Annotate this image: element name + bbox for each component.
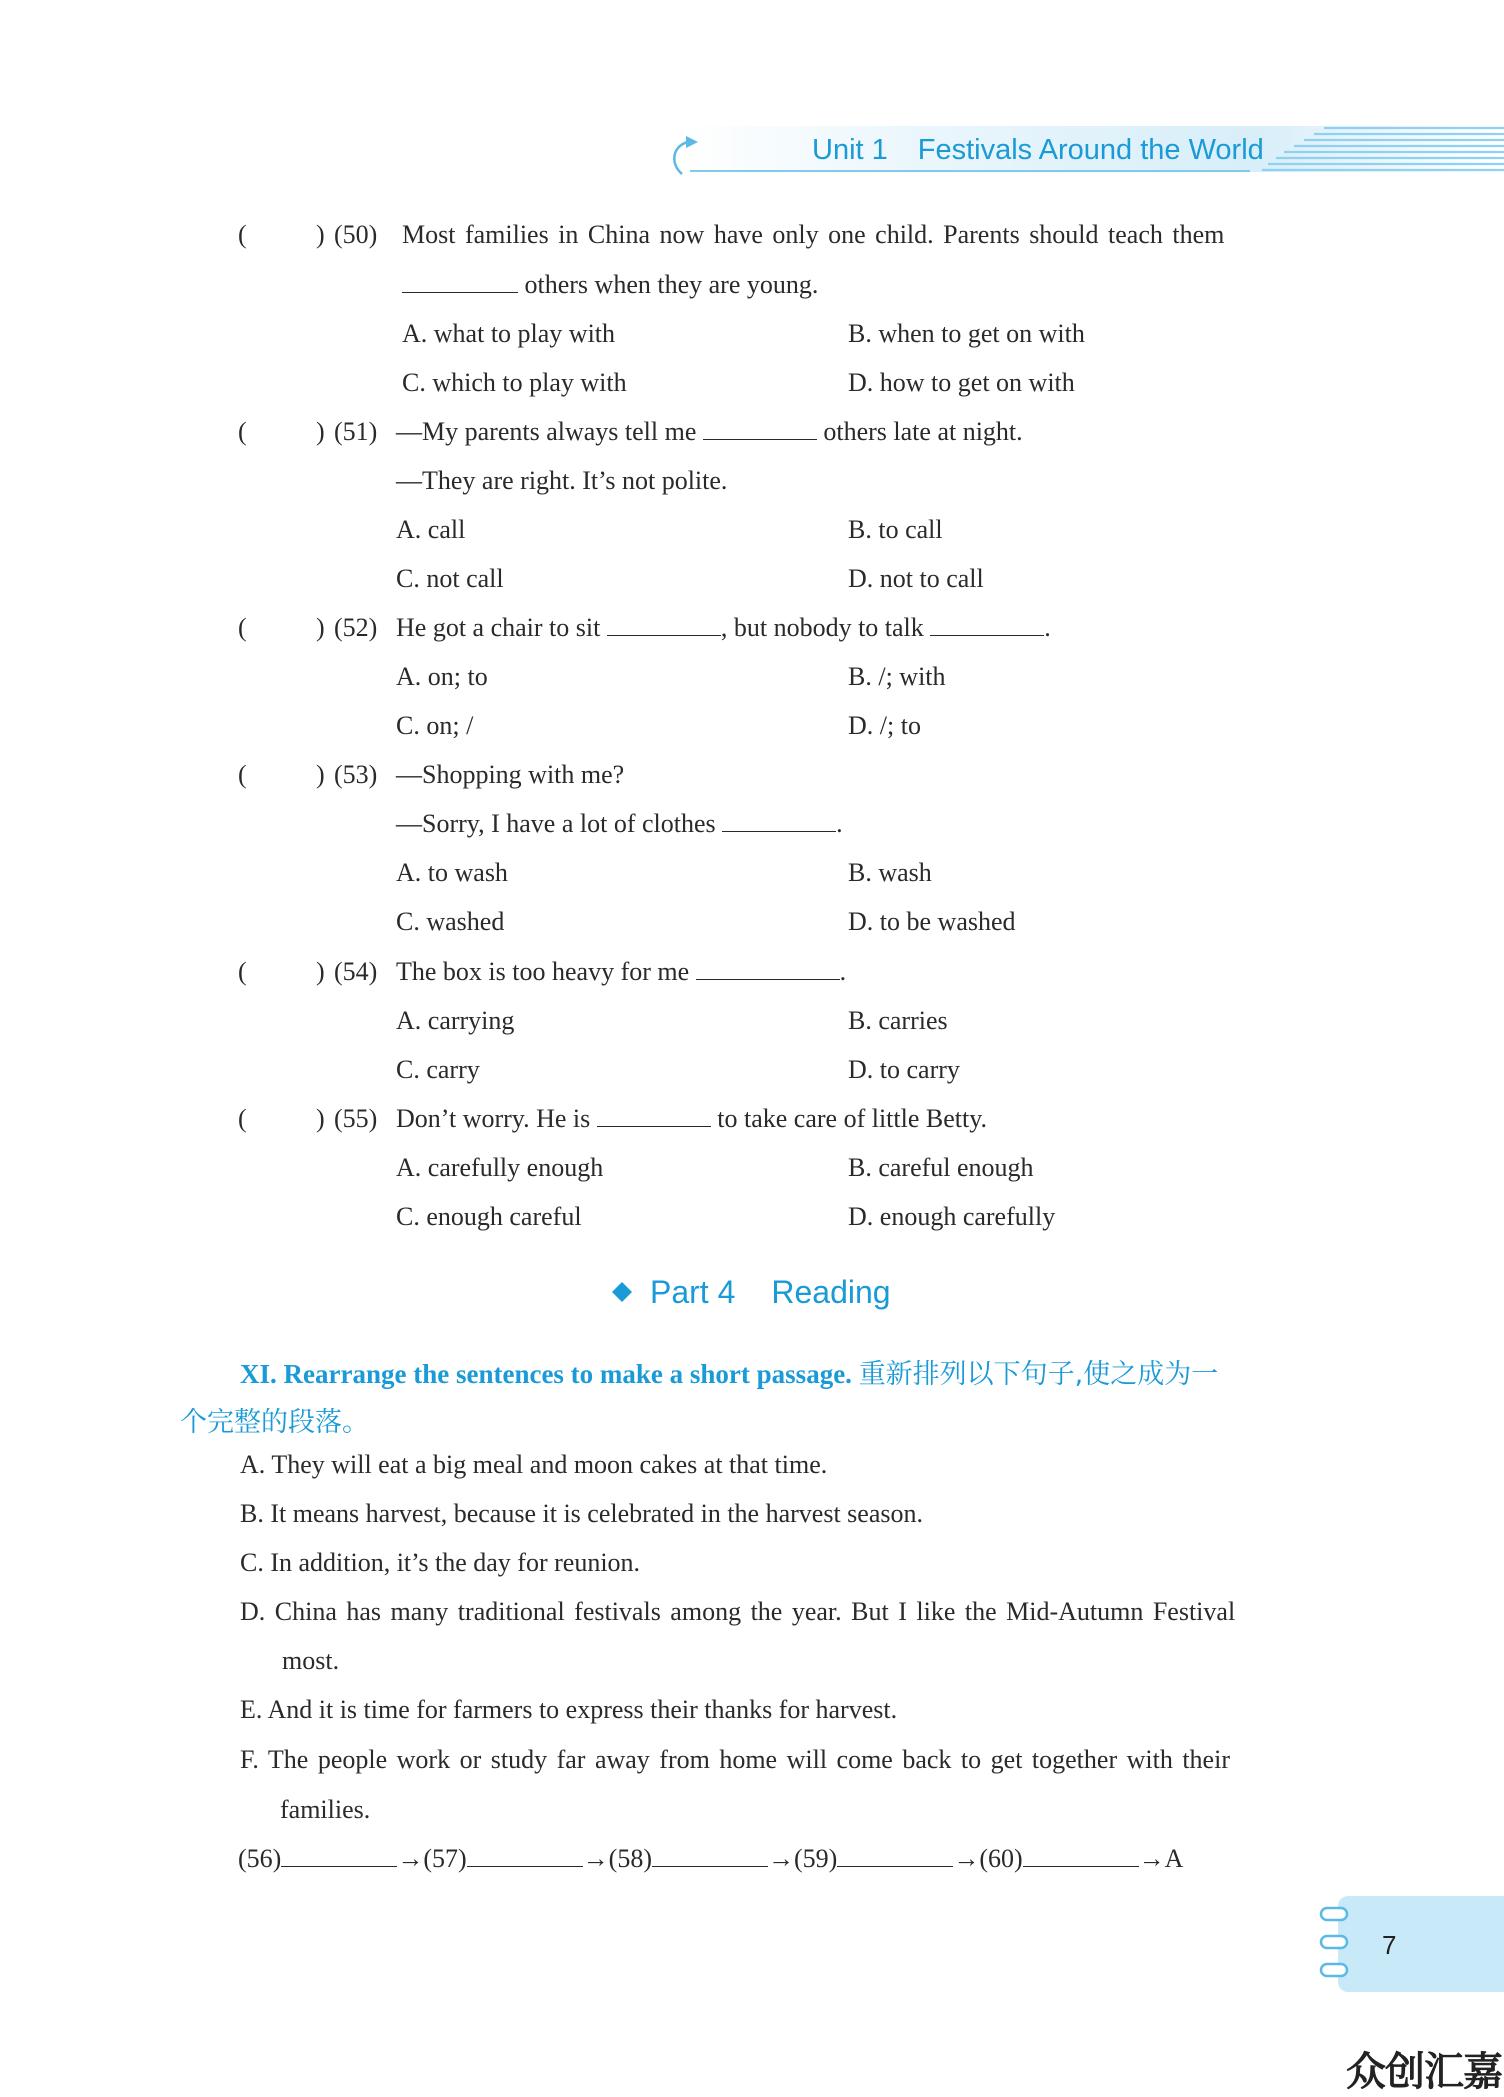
question-text: , but nobody to talk — [720, 613, 924, 642]
option-d: D. to carry — [848, 1055, 960, 1084]
question-text: —They are right. It’s not polite. — [396, 466, 728, 495]
arrow: → — [582, 1844, 609, 1873]
question-text: . — [836, 809, 843, 838]
question-text: Don’t worry. He is — [396, 1104, 591, 1133]
question-text: others when they are young. — [524, 270, 819, 299]
sentence-f — [240, 1745, 1230, 1775]
question-text: —Shopping with me? — [396, 760, 625, 789]
option-b: B. /; with — [848, 662, 946, 691]
sentence-text: And it is time for farmers to express their thanks for harvest. — [267, 1695, 898, 1724]
answer-blank — [837, 1844, 953, 1867]
header-underline — [690, 170, 1250, 172]
sentence-text-continued: most. — [282, 1646, 340, 1675]
answer-paren-right: ) — [316, 760, 325, 789]
sentence-b — [240, 1499, 923, 1529]
sentence-c — [240, 1548, 640, 1578]
question-text: . — [839, 957, 847, 986]
answer-blank — [703, 417, 817, 440]
answer-blank — [467, 1844, 583, 1867]
question-text: —Sorry, I have a lot of clothes — [396, 809, 716, 838]
section-instruction-en: Rearrange the sentences to make a short passage. — [283, 1359, 852, 1389]
answer-blank — [402, 270, 518, 293]
answer-number: (58) — [608, 1844, 652, 1873]
diamond-icon — [612, 1282, 632, 1302]
sentence-e — [240, 1695, 897, 1725]
page-number: 7 — [1382, 1930, 1397, 1960]
question-text-line2 — [402, 270, 818, 300]
page-number-tab — [1338, 1896, 1504, 1992]
sentence-letter: D. — [240, 1597, 266, 1626]
answer-paren-right: ) — [316, 613, 325, 642]
arrow: → — [397, 1844, 424, 1873]
question-text-line2 — [396, 809, 843, 839]
question-text-line1 — [396, 957, 846, 987]
part-label: Part 4 — [650, 1274, 736, 1310]
option-d: D. to be washed — [848, 907, 1016, 936]
section-instruction-cn-line2: 个完整的段落。 — [180, 1407, 369, 1438]
option-b: B. wash — [848, 858, 932, 887]
question-number: (52) — [334, 613, 378, 642]
answer-number: (59) — [793, 1844, 838, 1873]
sentence-text: They will eat a big meal and moon cakes at that time. — [271, 1450, 828, 1479]
option-a: A. what to play with — [402, 319, 616, 348]
answer-paren-right: ) — [316, 417, 325, 446]
answer-paren-right: ) — [316, 1104, 325, 1133]
answer-number: (56) — [238, 1844, 282, 1873]
question-text: to take care of little Betty. — [717, 1104, 988, 1133]
option-b: B. careful enough — [848, 1153, 1034, 1182]
sentence-d — [240, 1597, 1235, 1627]
unit-label: Unit 1 — [812, 134, 888, 166]
arrow: → — [767, 1844, 794, 1873]
sentence-a — [240, 1450, 827, 1480]
answer-paren-right: ) — [316, 957, 325, 986]
unit-header — [812, 134, 1264, 167]
answer-number: (57) — [423, 1844, 467, 1873]
answer-blank — [281, 1844, 397, 1867]
option-b: B. when to get on with — [848, 319, 1085, 348]
option-c: C. on; / — [396, 711, 474, 740]
answer-blank — [930, 613, 1044, 636]
option-c: C. washed — [396, 907, 505, 936]
sentence-letter: E. — [240, 1695, 263, 1724]
option-a: A. carefully enough — [396, 1153, 604, 1182]
answer-chain — [238, 1844, 1183, 1874]
option-b: B. carries — [848, 1006, 948, 1035]
sentence-letter: A. — [240, 1450, 266, 1479]
answer-number: (60) — [979, 1844, 1023, 1873]
part-heading — [650, 1274, 891, 1311]
answer-blank — [652, 1844, 768, 1867]
question-number: (54) — [334, 957, 378, 986]
sentence-letter: F. — [240, 1745, 259, 1774]
answer-paren-left: ( — [238, 760, 247, 789]
answer-blank — [1023, 1844, 1139, 1867]
sentence-text: It means harvest, because it is celebrated in the harvest season. — [270, 1499, 923, 1528]
question-text: —My parents always tell me — [396, 417, 697, 446]
answer-blank — [607, 613, 721, 636]
question-text: others late at night. — [823, 417, 1023, 446]
unit-title: Festivals Around the World — [917, 134, 1264, 166]
option-d: D. not to call — [848, 564, 984, 593]
section-numeral: XI. — [240, 1359, 277, 1389]
question-text: The box is too heavy for me — [396, 957, 690, 986]
sentence-text: In addition, it’s the day for reunion. — [270, 1548, 641, 1577]
question-text-line1 — [396, 417, 1023, 447]
question-text-line1 — [396, 1104, 987, 1134]
watermark: 众创汇嘉 — [1346, 2049, 1502, 2095]
question-text: . — [1044, 613, 1051, 642]
answer-blank — [696, 957, 840, 980]
answer-paren-left: ( — [238, 220, 247, 249]
sentence-letter: C. — [240, 1548, 264, 1577]
sentence-text-continued: families. — [280, 1795, 371, 1824]
section-instruction-cn: 重新排列以下句子,使之成为一 — [858, 1359, 1219, 1390]
header-stripes-decoration — [1262, 126, 1504, 172]
option-a: A. call — [396, 515, 466, 544]
answer-paren-left: ( — [238, 957, 247, 986]
arrow: → — [953, 1844, 980, 1873]
part-title: Reading — [771, 1274, 891, 1310]
option-a: A. carrying — [396, 1006, 515, 1035]
option-c: C. not call — [396, 564, 504, 593]
arrow: → — [1138, 1844, 1165, 1873]
sentence-text: The people work or study far away from home will come back to get together with their — [267, 1745, 1230, 1774]
option-d: D. enough carefully — [848, 1202, 1056, 1231]
answer-paren-left: ( — [238, 1104, 247, 1133]
sentence-text: China has many traditional festivals among the year. But I like the Mid-Autumn Festival — [274, 1597, 1236, 1626]
sentence-letter: B. — [240, 1499, 264, 1528]
question-text: Most families in China now have only one child. Parents should teach them — [402, 220, 1225, 249]
answer-paren-left: ( — [238, 613, 247, 642]
question-text-line1 — [396, 613, 1051, 643]
option-c: C. carry — [396, 1055, 480, 1084]
question-number: (53) — [334, 760, 378, 789]
section-instruction-line1 — [240, 1352, 1218, 1391]
option-d: D. how to get on with — [848, 368, 1075, 397]
option-b: B. to call — [848, 515, 943, 544]
option-c: C. enough careful — [396, 1202, 582, 1231]
answer-blank — [722, 809, 836, 832]
question-number: (55) — [334, 1104, 378, 1133]
answer-blank — [597, 1104, 711, 1127]
option-a: A. to wash — [396, 858, 508, 887]
binder-rings-icon — [1318, 1902, 1352, 1986]
option-c: C. which to play with — [402, 368, 627, 397]
answer-paren-right: ) — [316, 220, 325, 249]
option-a: A. on; to — [396, 662, 488, 691]
question-number: (51) — [334, 417, 378, 446]
question-text: He got a chair to sit — [396, 613, 601, 642]
answer-paren-left: ( — [238, 417, 247, 446]
answer-end: A — [1164, 1844, 1184, 1873]
option-d: D. /; to — [848, 711, 921, 740]
question-number: (50) — [334, 220, 378, 249]
